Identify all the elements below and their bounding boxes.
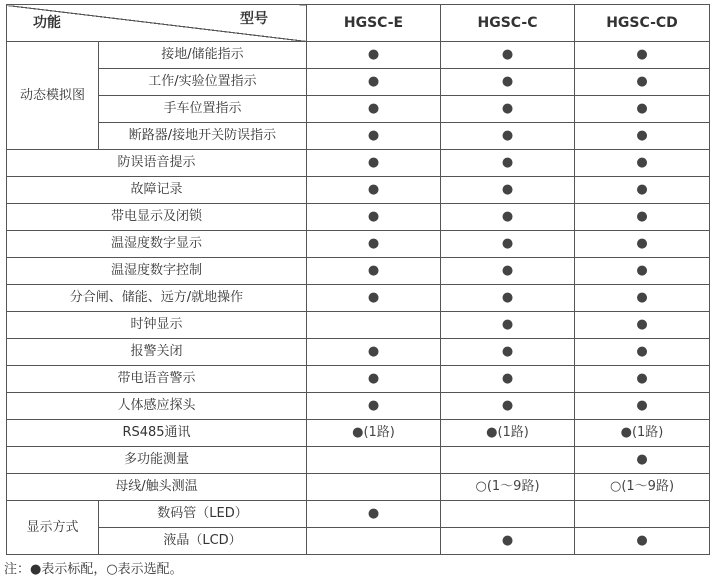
row-label: 数码管（LED）	[99, 501, 307, 528]
cell-value: ●	[575, 96, 710, 123]
spec-table	[6, 4, 710, 555]
table-row	[7, 258, 710, 285]
table-row	[7, 42, 710, 69]
header-model-hgsc-e: HGSC-E	[307, 5, 441, 42]
table-row	[7, 204, 710, 231]
cell-value	[441, 447, 575, 474]
row-label: 时钟显示	[7, 312, 307, 339]
table-row	[7, 285, 710, 312]
cell-value: ○(1～9路)	[575, 474, 710, 501]
cell-value: ●	[307, 339, 441, 366]
header-model-hgsc-c: HGSC-C	[441, 5, 575, 42]
table-row	[7, 474, 710, 501]
row-label: 人体感应探头	[7, 393, 307, 420]
cell-value: ●	[441, 393, 575, 420]
group-label-dynamic: 动态模拟图	[7, 42, 99, 150]
table-row	[7, 150, 710, 177]
cell-value: ●	[307, 42, 441, 69]
table-header-row	[7, 5, 710, 42]
header-model-label: 型号	[240, 11, 268, 27]
cell-value: ●	[307, 501, 441, 528]
cell-value: ●	[441, 366, 575, 393]
cell-value: ●	[441, 285, 575, 312]
cell-value: ●	[575, 42, 710, 69]
cell-value: ●	[307, 393, 441, 420]
cell-value: ●	[307, 204, 441, 231]
cell-value: ●	[575, 231, 710, 258]
cell-value: ●	[441, 231, 575, 258]
table-row	[7, 312, 710, 339]
table-row	[7, 420, 710, 447]
header-function-label: 功能	[33, 15, 61, 31]
cell-value: ●	[441, 258, 575, 285]
cell-value: ●	[575, 285, 710, 312]
cell-value: ●	[307, 96, 441, 123]
cell-value: ●	[575, 393, 710, 420]
table-row	[7, 69, 710, 96]
row-label: 报警关闭	[7, 339, 307, 366]
table-row	[7, 366, 710, 393]
cell-value: ●	[441, 123, 575, 150]
cell-value: ●	[307, 285, 441, 312]
row-label: 温湿度数字控制	[7, 258, 307, 285]
cell-value: ●	[307, 150, 441, 177]
cell-value	[441, 501, 575, 528]
row-label: 多功能测量	[7, 447, 307, 474]
cell-value: ●	[575, 447, 710, 474]
cell-value: ●	[307, 123, 441, 150]
cell-value: ●(1路)	[307, 420, 441, 447]
header-corner-cell	[7, 5, 307, 42]
cell-value: ●	[441, 312, 575, 339]
table-row	[7, 393, 710, 420]
cell-value: ●	[575, 150, 710, 177]
footnote: 注：●表示标配，○表示选配。	[4, 562, 183, 577]
row-label: 防误语音提示	[7, 150, 307, 177]
table-row	[7, 501, 710, 528]
cell-value	[307, 474, 441, 501]
cell-value: ●	[441, 150, 575, 177]
table-row	[7, 177, 710, 204]
cell-value: ●	[575, 123, 710, 150]
row-label: 故障记录	[7, 177, 307, 204]
row-label: 母线/触头测温	[7, 474, 307, 501]
row-label: 手车位置指示	[99, 96, 307, 123]
cell-value: ●	[575, 528, 710, 555]
cell-value: ●	[575, 339, 710, 366]
cell-value: ●	[441, 339, 575, 366]
cell-value: ●	[441, 177, 575, 204]
header-model-hgsc-cd: HGSC-CD	[575, 5, 710, 42]
row-label: RS485通讯	[7, 420, 307, 447]
row-label: 断路器/接地开关防误指示	[99, 123, 307, 150]
table-row	[7, 123, 710, 150]
cell-value: ●	[441, 96, 575, 123]
cell-value: ●	[441, 69, 575, 96]
cell-value	[307, 312, 441, 339]
cell-value: ●	[441, 204, 575, 231]
cell-value: ●	[307, 69, 441, 96]
cell-value: ●	[307, 366, 441, 393]
cell-value: ●	[575, 312, 710, 339]
row-label: 带电语音警示	[7, 366, 307, 393]
cell-value: ●	[307, 258, 441, 285]
cell-value: ●	[575, 258, 710, 285]
group-label-display: 显示方式	[7, 501, 99, 555]
cell-value: ●	[307, 177, 441, 204]
cell-value: ●	[307, 231, 441, 258]
cell-value: ●	[441, 528, 575, 555]
table-row	[7, 528, 710, 555]
cell-value: ●(1路)	[441, 420, 575, 447]
row-label: 工作/实验位置指示	[99, 69, 307, 96]
cell-value: ●(1路)	[575, 420, 710, 447]
row-label: 带电显示及闭锁	[7, 204, 307, 231]
row-label: 接地/储能指示	[99, 42, 307, 69]
cell-value: ○(1～9路)	[441, 474, 575, 501]
cell-value: ●	[575, 69, 710, 96]
table-row	[7, 339, 710, 366]
row-label: 温湿度数字显示	[7, 231, 307, 258]
cell-value	[307, 447, 441, 474]
table-row	[7, 96, 710, 123]
row-label: 分合闸、储能、远方/就地操作	[7, 285, 307, 312]
cell-value	[307, 528, 441, 555]
cell-value: ●	[575, 366, 710, 393]
cell-value: ●	[441, 42, 575, 69]
cell-value: ●	[575, 204, 710, 231]
table-row	[7, 447, 710, 474]
row-label: 液晶（LCD）	[99, 528, 307, 555]
cell-value: ●	[575, 177, 710, 204]
cell-value	[575, 501, 710, 528]
table-row	[7, 231, 710, 258]
